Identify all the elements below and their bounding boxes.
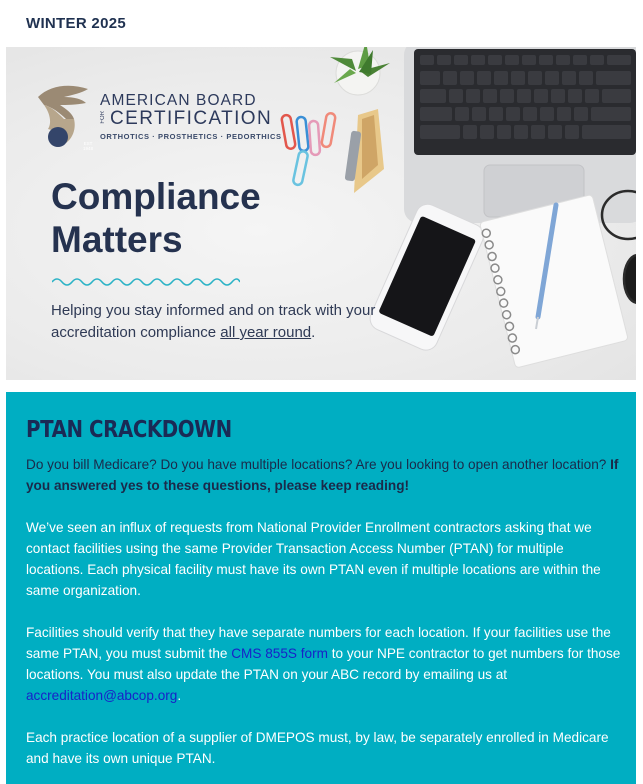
intro-bold: If you answered yes to these questions, please keep reading! xyxy=(26,457,619,493)
plant-image xyxy=(330,47,390,95)
paperclips-image xyxy=(281,113,336,186)
article-title: PTAN CRACKDOWN xyxy=(26,417,232,443)
tagline-underlined: all year round xyxy=(220,324,312,341)
logo-line-1: AMERICAN BOARD xyxy=(100,92,257,109)
p3-text-2: to your NPE contractor to get numbers for those locations. You must also update the PTAN on your ABC record by emailing us at xyxy=(26,646,621,682)
logo-line-3: ORTHOTICS · PROSTHETICS · PEDORTHICS xyxy=(100,132,282,141)
headline-line-1: Compliance xyxy=(51,176,261,217)
issue-season: WINTER 2025 xyxy=(26,15,126,32)
laptop-image xyxy=(404,47,636,223)
tagline-end: . xyxy=(311,324,316,341)
paragraph-3 xyxy=(26,622,621,706)
stapler-image xyxy=(345,109,384,193)
accreditation-email-link[interactable]: accreditation@abcop.org xyxy=(26,688,178,703)
cms-855s-form-link[interactable]: CMS 855S form xyxy=(231,646,328,661)
logo-est: EST 1948 xyxy=(82,141,93,151)
p3-text-1: Facilities should verify that they have separate numbers for each location. If your facilities use the same PTAN, you must submit the xyxy=(26,625,611,661)
hero-banner xyxy=(6,47,636,380)
wave-divider-icon xyxy=(52,276,240,288)
headline-line-2: Matters xyxy=(51,219,183,260)
intro-paragraph xyxy=(26,454,621,496)
tagline-text: Helping you stay informed and on track with your accreditation compliance xyxy=(51,302,376,341)
banner-tagline xyxy=(51,300,431,344)
article-body xyxy=(26,454,621,784)
article-section xyxy=(6,392,636,784)
paragraph-4: Each practice location of a supplier of DMEPOS must, by law, be separately enrolled in Medicare and have its own unique PTAN. xyxy=(26,730,609,766)
logo-for-label: FOR xyxy=(100,111,106,124)
logo-line-2: CERTIFICATION xyxy=(110,108,273,129)
paragraph-2: We’ve seen an influx of requests from National Provider Enrollment contractors asking that we contact facilities using the same Provider Transaction Access Number (PTAN) for multiple locations. Each physical facility must have its own PTAN even if multiple locations are within the same organization. xyxy=(26,520,601,598)
banner-headline xyxy=(51,175,261,261)
p3-end: . xyxy=(177,688,182,703)
intro-text: Do you bill Medicare? Do you have multiple locations? Are you looking to open another location? xyxy=(26,457,611,472)
